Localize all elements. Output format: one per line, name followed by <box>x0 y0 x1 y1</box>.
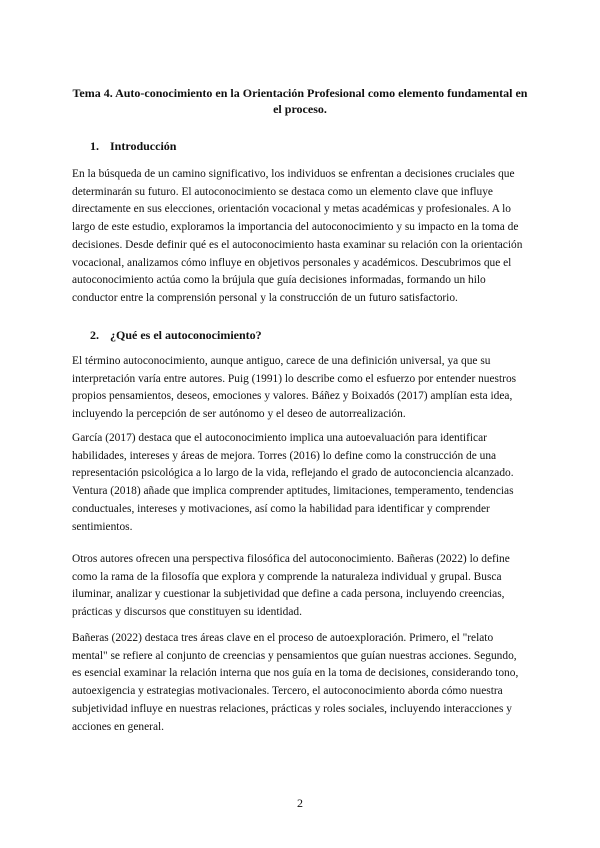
section-number: 2. <box>90 328 99 342</box>
section-heading-text: ¿Qué es el autoconocimiento? <box>110 328 262 342</box>
paragraph: Otros autores ofrecen una perspectiva filosófica del autoconocimiento. Bañeras (2022) lo define como la rama de la filosofía que explora y comprende la naturaleza individual y grupal. Busca iluminar, analizar y cuestionar la subjetividad que define a cada persona, incluyendo creencias, prácticas y discursos que constituyen su identidad. <box>72 553 510 619</box>
document-title: Tema 4. Auto-conocimiento en la Orientación Profesional como elemento fundamental en el proceso. <box>72 86 528 116</box>
page-number: 2 <box>297 796 303 810</box>
section-number: 1. <box>90 139 99 153</box>
paragraph: El término autoconocimiento, aunque antiguo, carece de una definición universal, ya que su interpretación varía entre autores. Puig (1991) lo describe como el esfuerzo por entender nuestros propios pensamientos, deseos, emociones y valores. Báñez y Boixadós (2017) amplían esta idea, incluyendo la percepción de ser autónomo y el deseo de autorrealización. <box>72 355 517 421</box>
paragraph: En la búsqueda de un camino significativo, los individuos se enfrentan a decisiones cruciales que determinarán su futuro. El autoconocimiento se destaca como un elemento clave que influye directamente en sus elecciones, orientación vocacional y metas académicas y profesionales. A lo largo de este estudio, exploramos la importancia del autoconocimiento y su impacto en la toma de decisiones. Desde definir qué es el autoconocimiento hasta examinar su relación con la orientación vocacional, analizamos cómo influye en objetivos personales y académicos. Descubrimos que el autoconocimiento actúa como la brújula que guía decisiones informadas, formando un hilo conductor entre la comprensión personal y la construcción de un futuro satisfactorio. <box>72 168 523 304</box>
paragraph: Bañeras (2022) destaca tres áreas clave en el proceso de autoexploración. Primero, el "relato mental" se refiere al conjunto de creencias y pensamientos que guían nuestras acciones. Segundo, es esencial examinar la relación interna que nos guía en la toma de decisiones, considerando tono, autoexigencia y estrategias motivacionales. Tercero, el autoconocimiento aborda cómo nuestra subjetividad influye en nuestras relaciones, prácticas y roles sociales, incluyendo interacciones y acciones en general. <box>72 632 519 733</box>
section-heading-text: Introducción <box>110 139 177 153</box>
section-heading-que-es-autoconocimiento <box>90 327 262 343</box>
section-heading-introduccion <box>90 138 176 154</box>
paragraph: García (2017) destaca que el autoconocimiento implica una autoevaluación para identificar habilidades, intereses y áreas de mejora. Torres (2016) lo define como la construcción de una representación psicológica a lo largo de la vida, reflejando el grado de autoconciencia alcanzado. Ventura (2018) añade que implica comprender aptitudes, limitaciones, temperamento, tendencias conductuales, intereses y motivaciones, así como la habilidad para identificar y comprender sentimientos. <box>72 432 514 533</box>
